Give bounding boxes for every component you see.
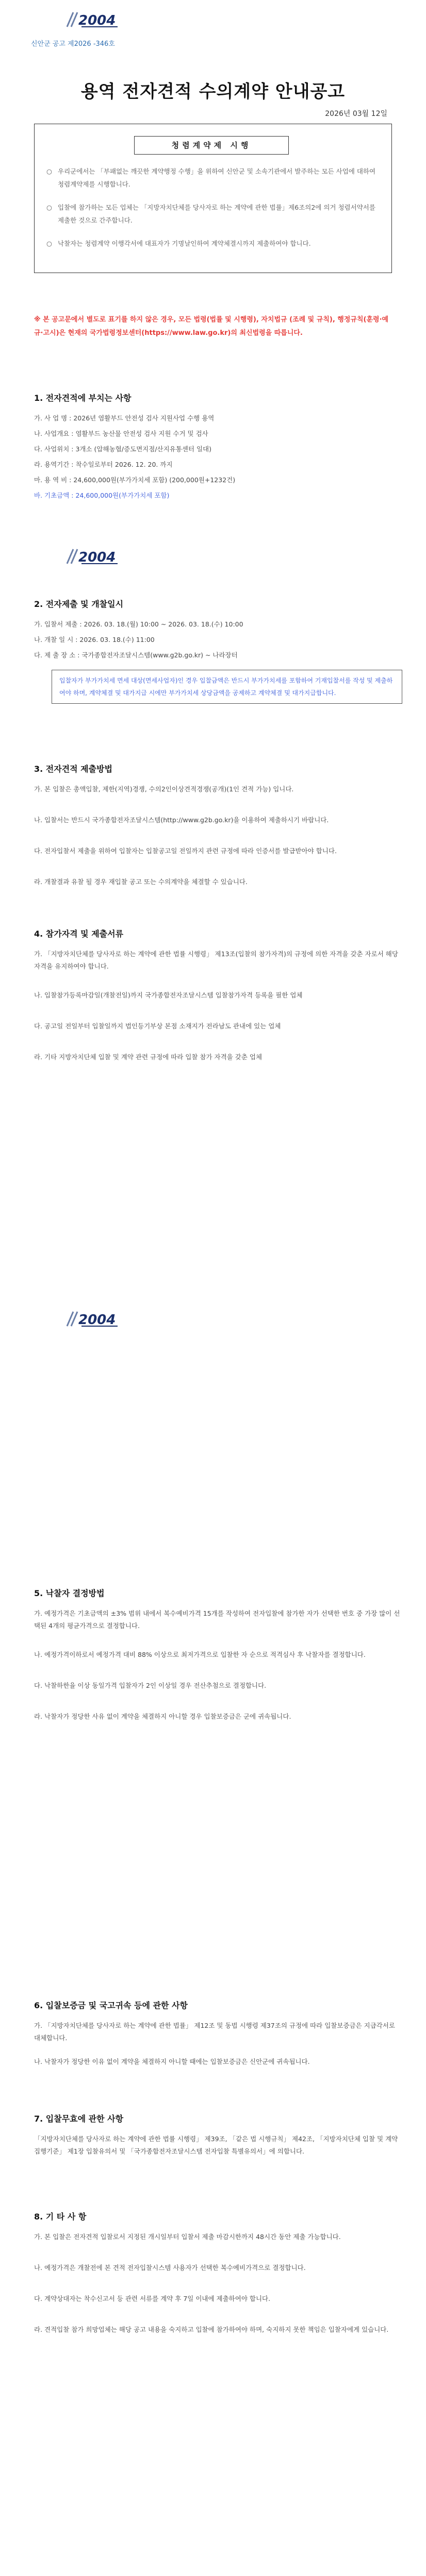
section-line: 나. 사업개요 : 염활부드 농산물 안전성 검사 지원 수거 및 검사 [34, 430, 208, 437]
vat-notice-box: 입찰자가 부가가치세 면세 대상(면세사업자)인 경우 입찰금액은 반드시 부가가치세를 포함하여 기재입찰서를 작성 및 제출하여야 하며, 계약체결 및 대가지급 시에만 부가가치세 상당금액을 공제하고 계약체결 및 대가지급합니다. [52, 670, 402, 704]
section-title: 8. 기 타 사 항 [34, 2212, 87, 2222]
ethics-item [46, 201, 382, 227]
ethics-heading: 청렴계약제 시행 [134, 136, 289, 155]
section-line: 나. 입찰참가등록마감일(개찰전일)까지 국가종합전자조달시스템 입찰참가자격 등록을 필한 업체 [34, 991, 303, 999]
notice-number: 신안군 공고 제2026 -346호 [31, 40, 115, 48]
svg-text:2004: 2004 [78, 13, 116, 28]
bullet: ○ [46, 167, 52, 175]
section-line: 나. 예정가격은 개찰전에 본 견적 전자입찰시스템 사용자가 선택한 복수예비가격으로 결정합니다. [34, 2264, 306, 2272]
notice-date: 2026년 03월 12일 [325, 110, 387, 118]
ethics-item [46, 237, 382, 250]
section-line: 라. 낙찰자가 정당한 사유 없이 계약을 체결하지 아니할 경우 입찰보증금은 군에 귀속됩니다. [34, 1713, 291, 1720]
section-line: 가. 「지방자치단체를 당사자로 하는 계약에 관한 법률」 제12조 및 동법 시행령 제37조의 규정에 따라 입찰보증금은 지급각서로 대체합니다. [34, 2022, 395, 2042]
section-line: 라. 견적입찰 참가 희망업체는 해당 공고 내용을 숙지하고 입찰에 참가하여야 하며, 숙지하지 못한 책임은 입찰자에게 있습니다. [34, 2326, 389, 2333]
section-line: 「지방자치단체를 당사자로 하는 계약에 관한 법률 시행령」 제39조, 「같은 법 시행규칙」 제42조, 「지방자치단체 입찰 및 계약집행기준」 제1장 입찰유의서 및 「국가종합전자조달시스템 전자입찰 특별유의서」에 의합니다. [34, 2135, 398, 2155]
g2b-logo-icon [66, 1309, 128, 1329]
section-line: 마. 용 역 비 : 24,600,000원(부가가치세 포함) (200,000원+1232건) [34, 476, 236, 484]
section-title: 2. 전자제출 및 개찰일시 [34, 599, 124, 609]
section-line: 다. 낙찰하한율 이상 동일가격 입찰자가 2인 이상일 경우 전산추첨으로 결정합니다. [34, 1682, 267, 1689]
law-notice-warning: ※ 본 공고문에서 별도로 표기를 하지 않은 경우, 모든 법령(법률 및 시행령), 자치법규 (조례 및 규칙), 행정규칙(훈령·예규·고시)은 현재의 국가법령정보센터(https://www.law.go.kr)의 최신법령을 따릅니다. [34, 316, 389, 337]
base-amount-line: 바. 기초금액 : 24,600,000원(부가가치세 포함) [34, 492, 170, 499]
section-line: 가. 본 입찰은 전자견적 입찰로서 지정된 개시일부터 입찰서 제출 마감시한까지 48시간 동안 제출 가능합니다. [34, 2233, 341, 2241]
section-title: 1. 전자견적에 부치는 사항 [34, 393, 132, 403]
section-line: 가. 입찰서 제출 : 2026. 03. 18.(월) 10:00 ~ 2026. 03. 18.(수) 10:00 [34, 620, 243, 628]
section-line: 나. 낙찰자가 정당한 이유 없이 계약을 체결하지 아니할 때에는 입찰보증금은 신안군에 귀속됩니다. [34, 2058, 310, 2065]
section-line: 나. 개찰 일 시 : 2026. 03. 18.(수) 11:00 [34, 636, 155, 643]
section-line: 라. 기타 지방자치단체 입찰 및 계약 관련 규정에 따라 입찰 참가 자격을 갖춘 업체 [34, 1053, 263, 1061]
section-title: 4. 참가자격 및 제출서류 [34, 929, 124, 939]
section-line: 다. 사업위치 : 3개소 (압해농협/증도면지점/산지유통센터 일대) [34, 445, 211, 453]
g2b-logo-icon [66, 546, 128, 567]
svg-text:2004: 2004 [78, 1312, 116, 1328]
section-line: 나. 입찰서는 반드시 국가종합전자조달시스템(http://www.g2b.go.kr)을 이용하여 제출하시기 바랍니다. [34, 816, 329, 824]
section-line: 가. 본 입찰은 총액입찰, 제한(지역)경쟁, 수의2인이상견적경쟁(공개)(1인 견적 가능) 입니다. [34, 785, 294, 793]
g2b-logo-icon [66, 9, 128, 30]
section-title: 7. 입찰무효에 관한 사항 [34, 2114, 124, 2124]
section-line: 가. 사 업 명 : 2026년 염활부드 안전성 검사 지원사업 수행 용역 [34, 414, 215, 422]
section-line: 다. 전자입찰서 제출을 위하여 입찰자는 입찰공고일 전일까지 관련 규정에 따라 인증서를 발급받아야 합니다. [34, 847, 337, 855]
svg-text:2004: 2004 [78, 550, 116, 565]
section-title: 5. 낙찰자 결정방법 [34, 1588, 105, 1598]
section-title: 6. 입찰보증금 및 국고귀속 등에 관한 사항 [34, 2001, 188, 2010]
bullet: ○ [46, 240, 52, 247]
section-line: 다. 제 출 장 소 : 국가종합전자조달시스템(www.g2b.go.kr) ~ 나라장터 [34, 651, 238, 659]
section-line: 라. 용역기간 : 착수일로부터 2026. 12. 20. 까지 [34, 461, 173, 468]
ethics-item-text: 낙찰자는 청렴계약 이행각서에 대표자가 기명날인하여 계약체결시까지 제출하여야 합니다. [58, 240, 311, 247]
section-line: 다. 공고일 전일부터 입찰일까지 법인등기부상 본점 소재지가 전라남도 관내에 있는 업체 [34, 1022, 281, 1030]
section-line: 나. 예정가격이하로서 예정가격 대비 88% 이상으로 최저가격으로 입찰한 자 순으로 적격심사 후 낙찰자를 결정합니다. [34, 1651, 366, 1658]
section-title: 3. 전자견적 제출방법 [34, 764, 112, 774]
ethics-item-text: 입찰에 참가하는 모든 업체는 「지방자치단체를 당사자로 하는 계약에 관한 법률」제6조의2에 의거 청렴서약서를 제출한 것으로 간주합니다. [58, 204, 375, 224]
section-line: 가. 예정가격은 기초금액의 ±3% 범위 내에서 복수예비가격 15개를 작성하여 전자입찰에 참가한 자가 선택한 번호 중 가장 많이 선택된 4개의 평균가격으로 결정합니다. [34, 1609, 400, 1630]
bullet: ○ [46, 204, 52, 211]
ethics-item-text: 우리군에서는 「부패없는 깨끗한 계약행정 수행」을 위하여 신안군 및 소속기관에서 발주하는 모든 사업에 대하여 청렴계약제를 시행합니다. [58, 167, 376, 188]
page-title: 용역 전자견적 수의계약 안내공고 [80, 81, 346, 102]
section-line: 라. 개찰결과 유찰 될 경우 재입찰 공고 또는 수의계약을 체결할 수 있습니다. [34, 878, 248, 886]
ethics-item [46, 165, 382, 191]
section-line: 다. 계약상대자는 착수신고서 등 관련 서류를 계약 후 7일 이내에 제출하여야 합니다. [34, 2295, 271, 2302]
section-line: 가. 「지방자치단체를 당사자로 하는 계약에 관한 법률 시행령」 제13조(입찰의 참가자격)의 규정에 의한 자격을 갖춘 자로서 해당 자격을 유지하여야 합니다. [34, 950, 398, 970]
